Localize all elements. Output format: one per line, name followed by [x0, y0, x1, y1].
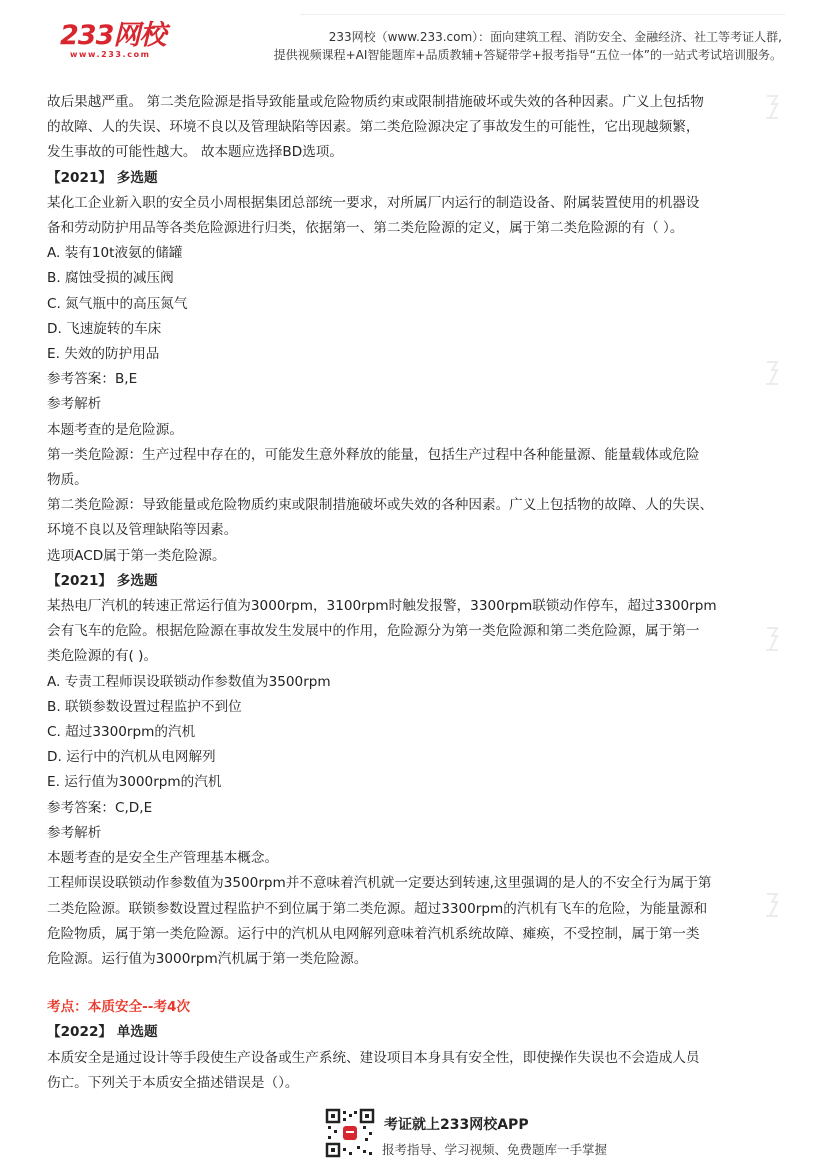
option-a: A. 专责工程师误设联锁动作参数值为3500rpm	[47, 673, 331, 690]
watermark-icon	[764, 890, 780, 920]
question-tag: 【2021】 多选题	[47, 169, 158, 186]
question-tag: 【2021】 多选题	[47, 572, 158, 589]
option-c: C. 超过3300rpm的汽机	[47, 724, 196, 741]
question-stem: 某化工企业新入职的安全员小周根据集团总部统一要求，对所属厂内运行的制造设备、附属装置使用的机器设	[47, 194, 700, 211]
question-stem: 伤亡。下列关于本质安全描述错误是（）。	[47, 1074, 299, 1091]
option-e: E. 失效的防护用品	[47, 346, 160, 363]
option-d: D. 飞速旋转的车床	[47, 320, 162, 337]
option-a: A. 装有10t液氨的储罐	[47, 245, 183, 262]
analysis-line: 危险物质，属于第一类危险源。运行中的汽机从电网解列意味着汽机系统故障、瘫痪，不受控制，属于第一类	[47, 925, 700, 942]
header-divider	[300, 14, 785, 15]
logo-text: 233网校	[60, 20, 166, 51]
question-stem: 本质安全是通过设计等手段使生产设备或生产系统、建设项目本身具有安全性，即使操作失误也不会造成人员	[47, 1049, 700, 1066]
intro-line: 发生事故的可能性越大。 故本题应选择BD选项。	[47, 144, 343, 161]
analysis-line: 物质。	[47, 472, 88, 489]
analysis-line: 本题考查的是危险源。	[47, 421, 183, 438]
option-b: B. 联锁参数设置过程监护不到位	[47, 698, 242, 715]
analysis-line: 本题考查的是安全生产管理基本概念。	[47, 850, 279, 867]
option-b: B. 腐蚀受损的减压阀	[47, 270, 174, 287]
analysis-line: 二类危险源。联锁参数设置过程监护不到位属于第二类危源。超过3300rpm的汽机有飞车的危险，为能量源和	[47, 900, 708, 917]
analysis-line: 工程师误设联锁动作参数值为3500rpm并不意味着汽机就一定要达到转速,这里强调的是人的不安全行为属于第	[47, 875, 712, 892]
brand-logo	[60, 22, 180, 62]
page-header	[0, 0, 830, 80]
question-stem: 类危险源的有( )。	[47, 648, 158, 665]
exam-point-heading: 考点：本质安全--考4次	[47, 999, 191, 1016]
qr-code-icon	[325, 1108, 375, 1158]
intro-line: 故后果越严重。 第二类危险源是指导致能量或危险物质约束或限制措施破坏或失效的各种因素。广义上包括物	[47, 94, 704, 110]
analysis-line: 环境不良以及管理缺陷等因素。	[47, 522, 238, 539]
watermark-icon	[764, 624, 780, 654]
question-tag: 【2022】 单选题	[47, 1024, 158, 1041]
intro-line: 的故障、人的失误、环境不良以及管理缺陷等因素。第二类危险源决定了事故发生的可能性，它出现越频繁，	[47, 119, 700, 136]
analysis-line: 选项ACD属于第一类危险源。	[47, 547, 226, 564]
option-d: D. 运行中的汽机从电网解列	[47, 749, 216, 766]
question-stem: 某热电厂汽机的转速正常运行值为3000rpm，3100rpm时触发报警，3300rpm联锁动作停车，超过3300rpm	[47, 598, 717, 615]
header-line-1: 233网校（www.233.com）：面向建筑工程、消防安全、金融经济、社工等考证人群,	[328, 30, 782, 44]
document-body	[47, 90, 765, 1096]
question-stem: 备和劳动防护用品等各类危险源进行归类，依据第一、第二类危险源的定义，属于第二类危险源的有（ ）。	[47, 220, 684, 237]
option-e: E. 运行值为3000rpm的汽机	[47, 774, 222, 791]
analysis-line: 危险源。运行值为3000rpm汽机属于第一类危险源。	[47, 950, 368, 967]
page-footer	[0, 1100, 830, 1174]
analysis-line: 第一类危险源：生产过程中存在的，可能发生意外释放的能量，包括生产过程中各种能量源、能量载体或危险	[47, 446, 700, 463]
logo-url: www.233.com	[70, 50, 151, 59]
question-stem: 会有飞车的危险。根据危险源在事故发生发展中的作用，危险源分为第一类危险源和第二类危险源，属于第一	[47, 623, 700, 640]
analysis-line: 第二类危险源：导致能量或危险物质约束或限制措施破坏或失效的各种因素。广义上包括物的故障、人的失误、	[47, 497, 714, 514]
reference-answer: 参考答案：C,D,E	[47, 799, 153, 816]
footer-title: 考证就上233网校APP	[384, 1117, 529, 1133]
header-line-2: 提供视频课程+AI智能题库+品质教辅+答疑带学+报考指导“五位一体”的一站式考试培训服务。	[273, 48, 782, 62]
footer-subtitle: 报考指导、学习视频、免费题库一手掌握	[382, 1142, 608, 1157]
analysis-label: 参考解析	[47, 396, 102, 413]
watermark-icon	[764, 358, 780, 388]
analysis-label: 参考解析	[47, 824, 102, 841]
reference-answer: 参考答案：B,E	[47, 371, 138, 388]
header-description	[274, 28, 782, 64]
option-c: C. 氮气瓶中的高压氮气	[47, 295, 188, 312]
watermark-icon	[764, 92, 780, 122]
